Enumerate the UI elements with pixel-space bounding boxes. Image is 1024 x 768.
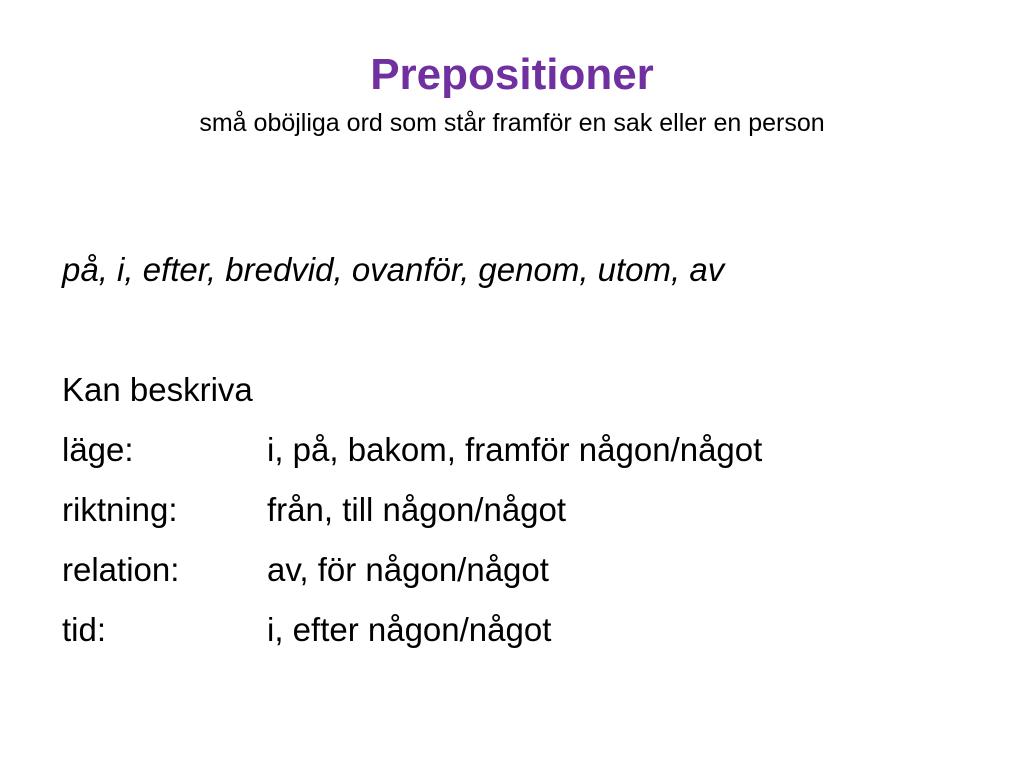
category-row-lage bbox=[62, 420, 982, 480]
category-label: riktning: bbox=[62, 491, 178, 528]
category-value: från, till någon/något bbox=[267, 491, 567, 528]
category-label: tid: bbox=[62, 611, 107, 648]
slide-subtitle: små oböjliga ord som står framför en sak eller en person bbox=[199, 109, 825, 137]
intro-text: Kan beskriva bbox=[62, 371, 253, 408]
category-value: i, på, bakom, framför någon/något bbox=[267, 431, 763, 468]
category-row-riktning bbox=[62, 480, 982, 540]
category-value: av, för någon/något bbox=[267, 551, 549, 588]
slide-title: Prepositioner bbox=[370, 50, 654, 99]
preposition-examples: på, i, efter, bredvid, ovanför, genom, utom, av bbox=[62, 251, 725, 288]
slide-body bbox=[62, 242, 982, 660]
category-row-tid bbox=[62, 600, 982, 660]
spacer bbox=[62, 298, 982, 360]
category-value: i, efter någon/något bbox=[267, 611, 552, 648]
title-block bbox=[0, 44, 1024, 140]
category-row-relation bbox=[62, 540, 982, 600]
category-label: relation: bbox=[62, 551, 180, 588]
category-label: läge: bbox=[62, 431, 134, 468]
